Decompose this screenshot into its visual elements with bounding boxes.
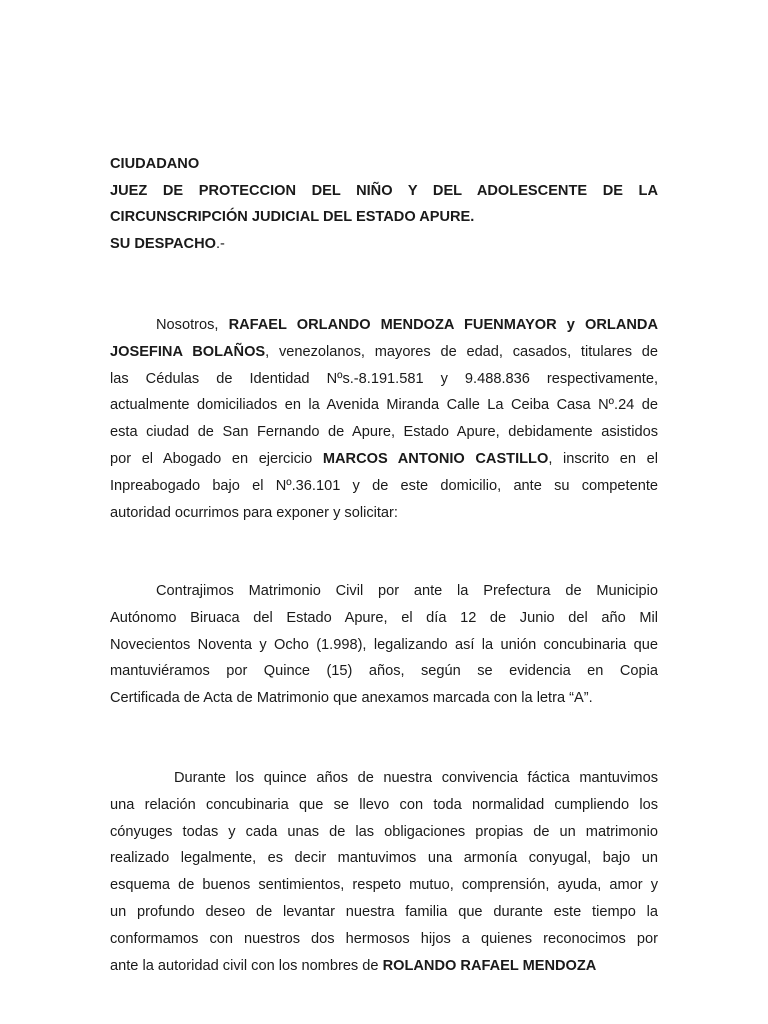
p1-line-4: actualmente domiciliados en la Avenida Miranda Calle La Ceiba Casa Nº.24 de xyxy=(110,397,658,414)
p3-line-6: un profundo deseo de levantar nuestra familia que durante este tiempo la xyxy=(110,903,658,920)
p1-l2-text: , venezolanos, mayores de edad, casados, titulares de xyxy=(265,343,658,360)
header-line-3: CIRCUNSCRIPCIÓN JUDICIAL DEL ESTADO APURE. xyxy=(110,209,475,226)
p3-line-3: cónyuges todas y cada unas de las obligaciones propias de un matrimonio xyxy=(110,823,658,840)
p1-l6-lawyer: MARCOS ANTONIO CASTILLO xyxy=(322,450,549,467)
header-line-1: CIUDADANO xyxy=(110,156,200,172)
p2-line-4: mantuviéramos por Quince (15) años, según se evidencia en Copia xyxy=(110,663,658,680)
header-line-2: JUEZ DE PROTECCION DEL NIÑO Y DEL ADOLESCENTE DE LA xyxy=(110,182,658,199)
paragraph-nosotros xyxy=(110,312,658,526)
su-despacho: SU DESPACHO xyxy=(110,235,216,252)
p3-line-7: conformamos con nuestros dos hermosos hijos a quienes reconocimos por xyxy=(110,930,658,947)
p1-line-8: autoridad ocurrimos para exponer y solicitar: xyxy=(110,504,398,521)
p3-line-4: realizado legalmente, es decir mantuvimos una armonía conyugal, bajo un xyxy=(110,850,658,867)
p2-line-1: Contrajimos Matrimonio Civil por ante la Prefectura de Municipio xyxy=(156,583,658,599)
p1-l6-rest: , inscrito en el xyxy=(548,450,658,467)
paragraph-matrimonio xyxy=(110,578,658,712)
addressee-header xyxy=(110,151,658,257)
p3-line-8 xyxy=(110,953,658,980)
p3-line-5: esquema de buenos sentimientos, respeto mutuo, comprensión, ayuda, amor y xyxy=(110,877,658,894)
p2-line-3: Novecientos Noventa y Ocho (1.998), legalizando así la unión concubinaria que xyxy=(110,636,658,653)
p1-line-5: esta ciudad de San Fernando de Apure, Estado Apure, debidamente asistidos xyxy=(110,424,658,441)
p3-l8-text: ante la autoridad civil con los nombres de xyxy=(110,957,383,974)
p1-l2-names: JOSEFINA BOLAÑOS xyxy=(110,343,266,360)
p3-line-2: una relación concubinaria que se llevo con toda normalidad cumpliendo los xyxy=(110,796,658,813)
p1-line-7: Inpreabogado bajo el Nº.36.101 y de este domicilio, ante su competente xyxy=(110,477,658,494)
p1-line-1 xyxy=(110,312,658,339)
su-despacho-suffix: .- xyxy=(215,235,225,252)
p1-l1-names: RAFAEL ORLANDO MENDOZA FUENMAYOR y ORLANDA xyxy=(228,317,658,333)
p1-l6-text: por el Abogado en ejercicio xyxy=(110,450,323,467)
p1-line-2 xyxy=(110,339,658,366)
p1-l1-text: Nosotros, xyxy=(156,317,229,333)
p2-line-2: Autónomo Biruaca del Estado Apure, el día 12 de Junio del año Mil xyxy=(110,609,658,626)
header-line-4 xyxy=(110,231,658,258)
p3-line-1: Durante los quince años de nuestra convivencia fáctica mantuvimos xyxy=(174,770,658,786)
paragraph-convivencia xyxy=(110,765,658,979)
p3-l8-children-names: ROLANDO RAFAEL MENDOZA xyxy=(382,957,597,974)
p2-line-5: Certificada de Acta de Matrimonio que anexamos marcada con la letra “A”. xyxy=(110,690,593,707)
p1-line-6 xyxy=(110,446,658,473)
p1-line-3: las Cédulas de Identidad Nºs.-8.191.581 y 9.488.836 respectivamente, xyxy=(110,370,658,387)
